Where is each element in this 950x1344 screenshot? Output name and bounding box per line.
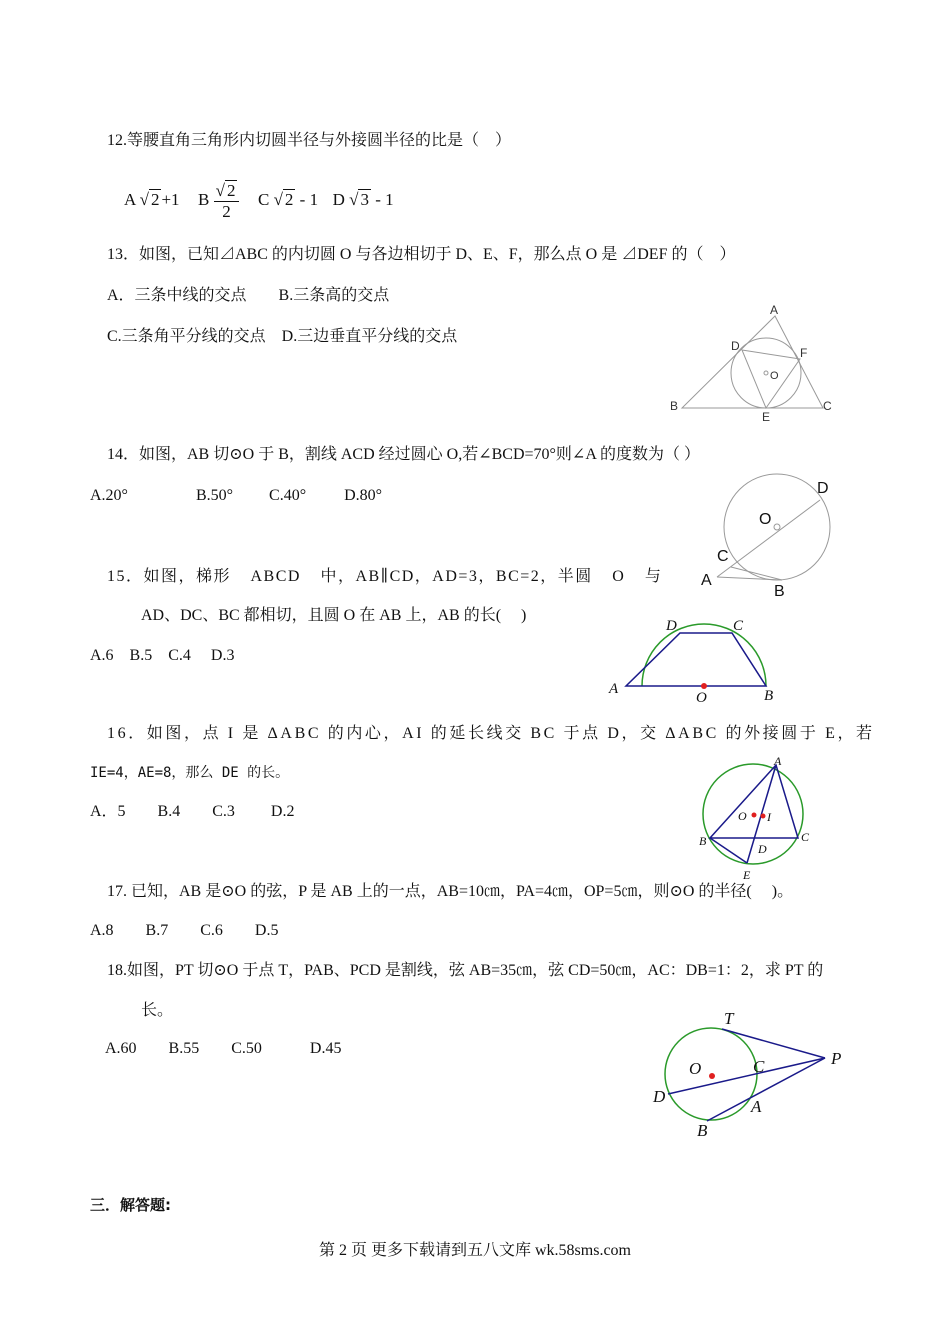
q13-options-1: A．三条中线的交点 B.三条高的交点 <box>107 287 390 304</box>
q16-label-d: D <box>758 842 767 856</box>
q18-stem-2: 长。 <box>141 1002 174 1019</box>
q18-label-t: T <box>724 1009 734 1028</box>
q14-label-o: O <box>759 511 772 528</box>
q13-label-d: D <box>731 339 740 353</box>
q13-label-a: A <box>770 303 779 317</box>
q18-label-p: P <box>831 1049 842 1068</box>
q14-opt-b: B.50° <box>195 487 234 504</box>
q18-label-a: A <box>751 1097 762 1116</box>
q12-a-radical: √ 2 <box>139 190 160 209</box>
q17-stem: 17. 已知，AB 是⊙O 的弦，P 是 AB 上的一点，AB=10㎝，PA=4㎝，OP=5㎝，则⊙O 的半径( )。 <box>107 883 794 900</box>
q13-stem: 13．如图，已知⊿ABC 的内切圆 O 与各边相切于 D、E、F，那么点 O 是 ⊿DEF 的（ ） <box>107 246 736 263</box>
q18-options: A.60 B.55 C.50 D.45 <box>105 1040 342 1057</box>
q18-stem: 18.如图，PT 切⊙O 于点 T，PAB、PCD 是割线，弦 AB=35㎝，弦 CD=50㎝，AC：DB=1：2，求 PT 的 <box>107 962 824 979</box>
q15-stem: 15．如图，梯形 ABCD 中，AB∥CD，AD=3，BC=2，半圆 O 与 <box>107 568 663 585</box>
q12-options <box>124 178 394 222</box>
q15-label-c: C <box>733 618 744 634</box>
q15-label-a: A <box>609 681 619 697</box>
q18-figure <box>645 1000 855 1145</box>
q15-options: A.6 B.5 C.4 D.3 <box>90 647 235 664</box>
q12-c-letter: C <box>257 190 270 209</box>
q16-label-e: E <box>743 868 751 882</box>
q12-d-radical: √ 3 <box>349 190 369 209</box>
page-footer: 第 2 页 更多下载请到五八文库 wk.58sms.com <box>318 1242 631 1259</box>
q16-label-b: B <box>699 834 707 848</box>
q13-label-e: E <box>762 410 771 424</box>
q14-stem: 14．如图，AB 切⊙O 于 B，割线 ACD 经过圆心 O,若∠BCD=70°则∠A 的度数为（ ） <box>107 446 701 463</box>
q14-opt-d: D.80° <box>344 487 383 504</box>
q18-secant-pab <box>707 1058 825 1121</box>
q16-stem: 16．如图，点 I 是 ΔABC 的内心，AI 的延长线交 BC 于点 D，交 ΔABC 的外接圆于 E，若 <box>107 725 875 742</box>
q13-triangle-abc <box>682 316 823 408</box>
q18-label-b: B <box>697 1121 708 1140</box>
q16-label-i: I <box>767 810 771 824</box>
q18-tangent-pt <box>722 1029 825 1058</box>
q13-options-2: C.三条角平分线的交点 D.三边垂直平分线的交点 <box>107 328 458 345</box>
q12-c-tail: - 1 <box>299 190 319 209</box>
q15-label-d: D <box>666 618 677 634</box>
q18-label-c: C <box>753 1057 765 1076</box>
q15-label-o: O <box>696 690 707 706</box>
q12-d-tail: - 1 <box>375 190 394 209</box>
q12-b-fraction: $\frac{√ 2}{2}$ <box>214 181 240 222</box>
q16-line-be <box>710 838 747 863</box>
q18-label-d: D <box>653 1087 666 1106</box>
q12-a-tail: +1 <box>161 190 180 209</box>
q13-label-o: O <box>770 370 779 382</box>
q15-figure <box>600 610 790 710</box>
q16-point-o <box>752 813 757 818</box>
q13-figure <box>660 298 840 428</box>
q16-stem-2: IE=4，AE=8，那么 DE 的长。 <box>90 765 290 781</box>
q14-label-c: C <box>717 548 729 565</box>
q12-a-letter: A <box>124 190 136 209</box>
q12-stem: 12.等腰直角三角形内切圆半径与外接圆半径的比是（ ） <box>107 132 512 149</box>
q16-point-i <box>761 814 766 819</box>
q14-figure <box>695 470 845 605</box>
q16-options: A．5 B.4 C.3 D.2 <box>90 803 295 820</box>
q15-label-b: B <box>764 688 774 704</box>
q16-label-a: A <box>774 754 782 768</box>
section-heading: 三．解答题: <box>90 1196 171 1214</box>
q12-d-letter: D <box>332 190 345 209</box>
q15-center-dot <box>701 683 707 689</box>
q14-label-b: B <box>774 583 785 600</box>
q16-figure <box>690 752 820 882</box>
q14-label-d: D <box>817 480 829 497</box>
q14-opt-a: A.20° <box>90 487 128 504</box>
q13-label-c: C <box>823 399 832 413</box>
q16-label-o: O <box>738 809 747 823</box>
q14-options <box>90 486 382 506</box>
q13-label-f: F <box>800 346 808 360</box>
q18-label-o: O <box>689 1059 702 1078</box>
q16-label-c: C <box>801 830 810 844</box>
q13-label-b: B <box>670 399 679 413</box>
q18-center-dot <box>709 1073 715 1079</box>
q15-stem-2: AD、DC、BC 都相切，且圆 O 在 AB 上，AB 的长( ) <box>141 607 527 624</box>
q14-label-a: A <box>701 572 712 589</box>
q14-opt-c: C.40° <box>269 487 307 504</box>
q17-options: A.8 B.7 C.6 D.5 <box>90 922 279 939</box>
q12-c-radical: √ 2 <box>273 190 294 209</box>
q12-b-letter: B <box>198 190 210 209</box>
